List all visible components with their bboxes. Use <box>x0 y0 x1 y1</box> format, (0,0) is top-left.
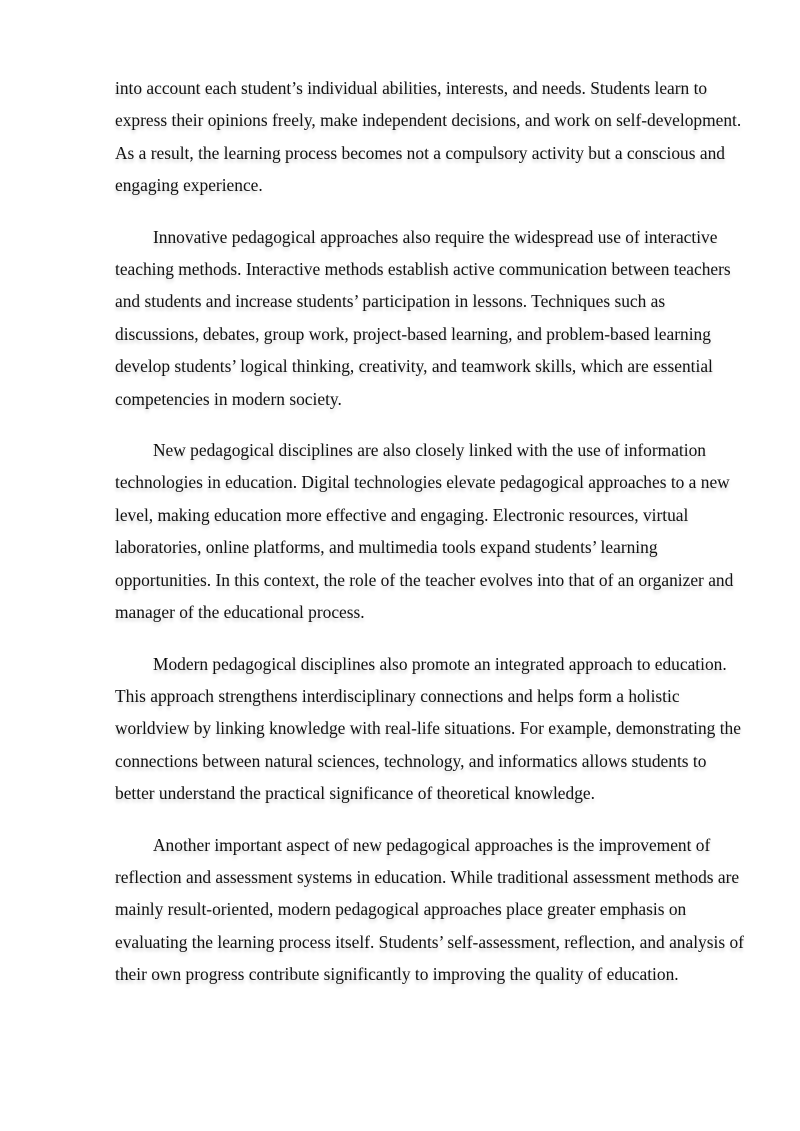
paragraph-integrated-approach: Modern pedagogical disciplines also promote an integrated approach to education. This approach strengthens interdisciplinary connections and helps form a holistic worldview by linking knowledge with real-life situations. For example, demonstrating the connections between natural sciences, technology, and informatics allows students to better understand the practical significance of theoretical knowledge. <box>115 653 741 804</box>
paragraph-continuation: into account each student’s individual abilities, interests, and needs. Students learn to express their opinions freely, make independent decisions, and work on self-development. As a result, the learning process becomes not a compulsory activity but a conscious and engaging experience. <box>115 78 742 196</box>
paragraph-interactive-methods: Innovative pedagogical approaches also require the widespread use of interactive teaching methods. Interactive methods establish active communication between teachers and students and increase students’ participation in lessons. Techniques such as discussions, debates, group work, project-based learning, and problem-based learning develop students’ logical thinking, creativity, and teamwork skills, which are essential competencies in modern society. <box>115 226 731 409</box>
paragraph-reflection-assessment: Another important aspect of new pedagogical approaches is the improvement of reflection and assessment systems in education. While traditional assessment methods are mainly result-oriented, modern pedagogical approaches place greater emphasis on evaluating the learning process itself. Students’ self-assessment, reflection, and analysis of their own progress contribute significantly to improving the quality of education. <box>115 834 744 985</box>
paragraph-information-technologies: New pedagogical disciplines are also closely linked with the use of information technologies in education. Digital technologies elevate pedagogical approaches to a new level, making education more effective and engaging. Electronic resources, virtual laboratories, online platforms, and multimedia tools expand students’ learning opportunities. In this context, the role of the teacher evolves into that of an organizer and manager of the educational process. <box>115 440 734 623</box>
document-body <box>115 72 745 1010</box>
